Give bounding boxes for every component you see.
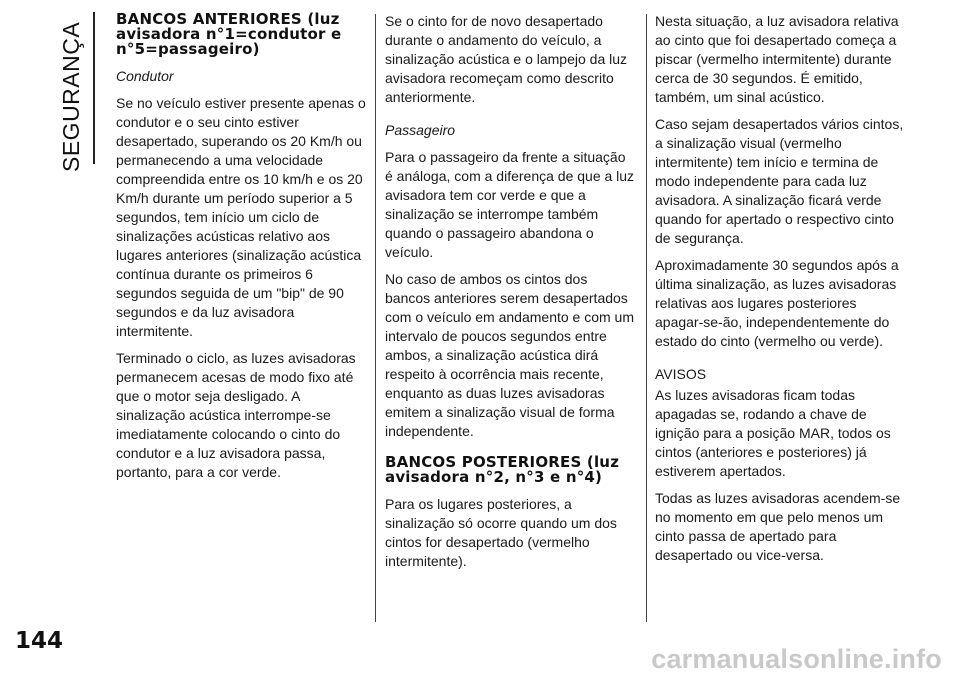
subheading-passenger: Passageiro xyxy=(385,122,456,138)
paragraph: Nesta situação, a luz avisadora relativa ao cinto que foi desapertado começa a piscar (vermelho intermitente) durante cerca de 30 segundos. É emitido, também, um sinal acústico. xyxy=(655,13,899,105)
watermark: carmanualsonline.info xyxy=(651,644,942,674)
paragraph: Aproximadamente 30 segundos após a última sinalização, as luzes avisadoras relativas aos lugares posteriores apagar-se-ão, independentemente do estado do cinto (vermelho ou verde). xyxy=(655,257,899,349)
column-3 xyxy=(655,12,905,573)
paragraph: Para os lugares posteriores, a sinalização só ocorre quando um dos cintos for desapertado (vermelho intermitente). xyxy=(385,496,617,569)
section-heading-rear-seats: BANCOS POSTERIORES (luz avisadora n°2, n°3 e n°4) xyxy=(385,453,620,486)
section-tab xyxy=(58,12,98,172)
column-divider xyxy=(375,14,376,622)
warnings-label: AVISOS xyxy=(655,366,707,382)
subheading-driver: Condutor xyxy=(116,68,174,84)
column-divider xyxy=(646,14,647,622)
section-tab-label: SEGURANÇA xyxy=(58,21,84,172)
page-number: 144 xyxy=(15,628,64,654)
paragraph: Se no veículo estiver presente apenas o condutor e o seu cinto estiver desapertado, superando os 20 Km/h ou permanecendo a uma velocidade compreendida entre os 10 km/h e os 20 Km/h durante um período superior a 5 segundos, tem início um ciclo de sinalizações acústicas relativo aos lugares anteriores (sinalização acústica contínua durante os primeiros 6 segundos seguida de um "bip" de 90 segundos e da luz avisadora intermitente. xyxy=(116,95,366,339)
column-1 xyxy=(116,12,368,490)
column-2 xyxy=(385,12,635,579)
paragraph: Todas as luzes avisadoras acendem-se no momento em que pelo menos um cinto passa de apertado para desapertado ou vice-versa. xyxy=(655,490,901,563)
paragraph: As luzes avisadoras ficam todas apagadas se, rodando a chave de ignição para a posição MAR, todos os cintos (anteriores e posteriores) já estiverem apertados. xyxy=(655,387,891,479)
paragraph: Caso sejam desapertados vários cintos, a sinalização visual (vermelho intermitente) tem início e termina de modo independente para cada luz avisadora. A sinalização ficará verde quando for apertado o respectivo cinto de segurança. xyxy=(655,116,904,246)
section-heading-front-seats: BANCOS ANTERIORES (luz avisadora n°1=condutor e n°5=passageiro) xyxy=(116,10,342,58)
paragraph: Terminado o ciclo, as luzes avisadoras permanecem acesas de modo fixo até que o motor seja desligado. A sinalização acústica interrompe-se imediatamente colocando o cinto do condutor e a luz avisadora passa, portanto, para a cor verde. xyxy=(116,350,356,480)
paragraph: No caso de ambos os cintos dos bancos anteriores serem desapertados com o veículo em andamento e com um intervalo de poucos segundos entre ambos, a sinalização acústica dirá respeito à ocorrência mais recente, enquanto as duas luzes avisadoras emitem a sinalização visual de forma independente. xyxy=(385,271,635,439)
paragraph: Para o passageiro da frente a situação é análoga, com a diferença de que a luz avisadora tem cor verde e que a sinalização se interrompe também quando o passageiro abandona o veículo. xyxy=(385,149,635,260)
paragraph: Se o cinto for de novo desapertado durante o andamento do veículo, a sinalização acústica e o lampejo da luz avisadora recomeçam como descrito anteriormente. xyxy=(385,13,628,105)
section-tab-line xyxy=(93,12,95,164)
